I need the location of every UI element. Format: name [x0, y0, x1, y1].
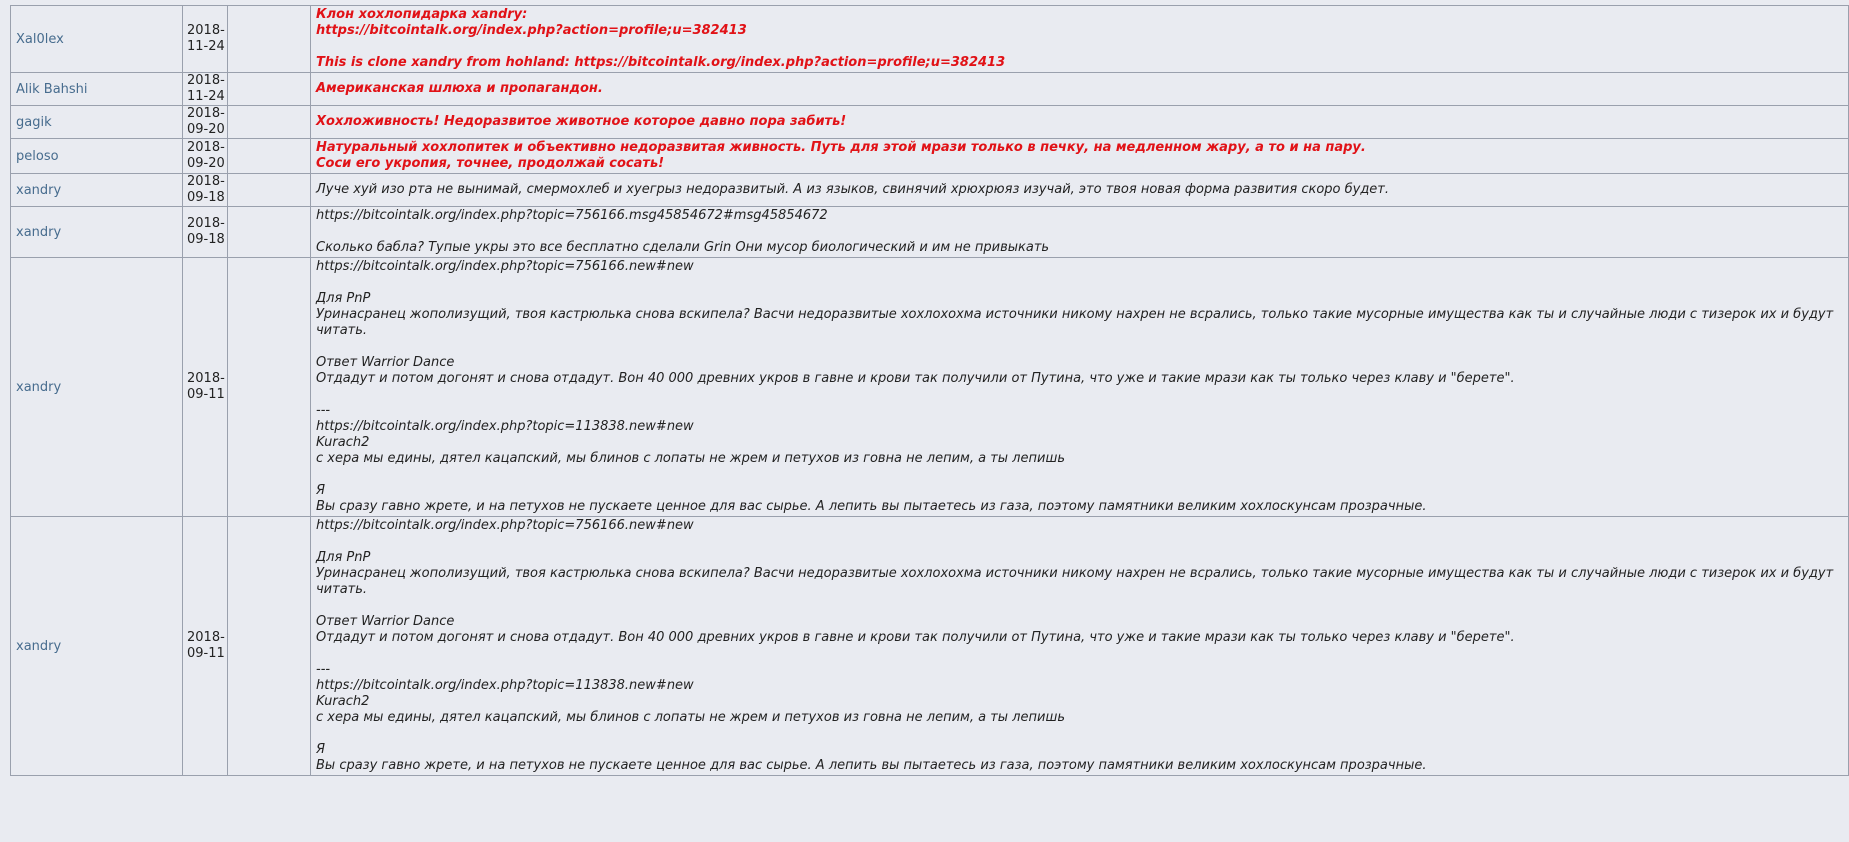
user-cell: [11, 6, 183, 73]
user-cell: [11, 517, 183, 776]
message-cell: https://bitcointalk.org/index.php?topic=756166.msg45854672#msg45854672 Сколько бабла? Тупые укры это все бесплатно сделали Grin Они мусор биологический и им не привыкать: [311, 207, 1849, 258]
date-cell: [183, 139, 228, 174]
risk-cell: [228, 139, 311, 174]
risk-cell: [228, 258, 311, 517]
table-row: [11, 139, 1849, 174]
trust-feedback-table: [10, 6, 1849, 776]
risk-cell: [228, 517, 311, 776]
feedback-rows: [11, 6, 1849, 776]
date-cell: [183, 6, 228, 73]
risk-cell: [228, 207, 311, 258]
risk-cell: [228, 6, 311, 73]
user-link[interactable]: peloso: [16, 148, 59, 164]
message-cell: Клон хохлопидарка xandry: https://bitcointalk.org/index.php?action=profile;u=382413 This is clone xandry from hohland: https://bitcointalk.org/index.php?action=profile;u=382413: [311, 6, 1849, 73]
risk-cell: [228, 174, 311, 207]
message-cell: https://bitcointalk.org/index.php?topic=756166.new#new Для PnP Уринасранец жополизущий, твоя кастрюлька снова вскипела? Васчи недоразвитые хохлохохма источники никому нахрен не всрались, только такие мусорные имущества как ты и случайные люди с тизерок их и будут читать. Ответ Warrior Dance Отдадут и потом догонят и снова отдадут. Вон 40 000 древних укров в гавне и крови так получили от Путина, что уже и такие мрази как ты только через клаву и "берете". --- https://bitcointalk.org/index.php?topic=113838.new#new Kurach2 с хера мы едины, дятел кацапский, мы блинов с лопаты не жрем и петухов из говна не лепим, а ты лепишь Я Вы сразу гавно жрете, и на петухов не пускаете ценное для вас сырье. А лепить вы пытаетесь из газа, поэтому памятники великим хохлоскунсам прозрачные.: [311, 517, 1849, 776]
date-year: 2018-: [187, 106, 225, 121]
user-cell: [11, 174, 183, 207]
date-year: 2018-: [187, 73, 225, 88]
date-year: 2018-: [187, 140, 225, 155]
user-link[interactable]: xandry: [16, 379, 62, 395]
user-cell: [11, 139, 183, 174]
message-cell: Хохложивность! Недоразвитое животное которое давно пора забить!: [311, 106, 1849, 139]
message-cell: Американская шлюха и пропагандон.: [311, 73, 1849, 106]
message-cell: Натуральный хохлопитек и объективно недоразвитая живность. Путь для этой мрази только в печку, на медленном жару, а то и на пару. Соси его укропия, точнее, продолжай сосать!: [311, 139, 1849, 174]
message-cell: https://bitcointalk.org/index.php?topic=756166.new#new Для PnP Уринасранец жополизущий, твоя кастрюлька снова вскипела? Васчи недоразвитые хохлохохма источники никому нахрен не всрались, только такие мусорные имущества как ты и случайные люди с тизерок их и будут читать. Ответ Warrior Dance Отдадут и потом догонят и снова отдадут. Вон 40 000 древних укров в гавне и крови так получили от Путина, что уже и такие мрази как ты только через клаву и "берете". --- https://bitcointalk.org/index.php?topic=113838.new#new Kurach2 с хера мы едины, дятел кацапский, мы блинов с лопаты не жрем и петухов из говна не лепим, а ты лепишь Я Вы сразу гавно жрете, и на петухов не пускаете ценное для вас сырье. А лепить вы пытаетесь из газа, поэтому памятники великим хохлоскунсам прозрачные.: [311, 258, 1849, 517]
user-link[interactable]: xandry: [16, 182, 62, 198]
date-day: 09-18: [187, 232, 225, 247]
date-day: 11-24: [187, 39, 225, 54]
table-row: [11, 207, 1849, 258]
table-row: [11, 174, 1849, 207]
user-link[interactable]: Alik Bahshi: [16, 81, 88, 97]
table-row: [11, 6, 1849, 73]
date-day: 09-11: [187, 387, 225, 402]
date-day: 09-20: [187, 156, 225, 171]
user-link[interactable]: xandry: [16, 638, 62, 654]
date-cell: [183, 207, 228, 258]
user-link[interactable]: gagik: [16, 114, 52, 130]
message-cell: Луче хуй изо рта не вынимай, смермохлеб и хуегрыз недоразвитый. А из языков, свинячий хрюхрюяз изучай, это твоя новая форма развития скоро будет.: [311, 174, 1849, 207]
date-day: 09-18: [187, 190, 225, 205]
date-day: 09-11: [187, 646, 225, 661]
date-cell: [183, 517, 228, 776]
table-row: [11, 106, 1849, 139]
risk-cell: [228, 106, 311, 139]
date-year: 2018-: [187, 23, 225, 38]
user-cell: [11, 106, 183, 139]
date-cell: [183, 174, 228, 207]
user-link[interactable]: xandry: [16, 224, 62, 240]
date-year: 2018-: [187, 371, 225, 386]
date-year: 2018-: [187, 216, 225, 231]
date-year: 2018-: [187, 630, 225, 645]
date-cell: [183, 258, 228, 517]
risk-cell: [228, 73, 311, 106]
user-cell: [11, 207, 183, 258]
user-link[interactable]: Xal0lex: [16, 31, 64, 47]
table-row: [11, 73, 1849, 106]
date-cell: [183, 106, 228, 139]
date-year: 2018-: [187, 174, 225, 189]
date-day: 11-24: [187, 89, 225, 104]
user-cell: [11, 73, 183, 106]
date-day: 09-20: [187, 122, 225, 137]
date-cell: [183, 73, 228, 106]
user-cell: [11, 258, 183, 517]
trust-feedback-table-container: [10, 5, 1849, 842]
table-row: [11, 258, 1849, 517]
table-row: [11, 517, 1849, 776]
